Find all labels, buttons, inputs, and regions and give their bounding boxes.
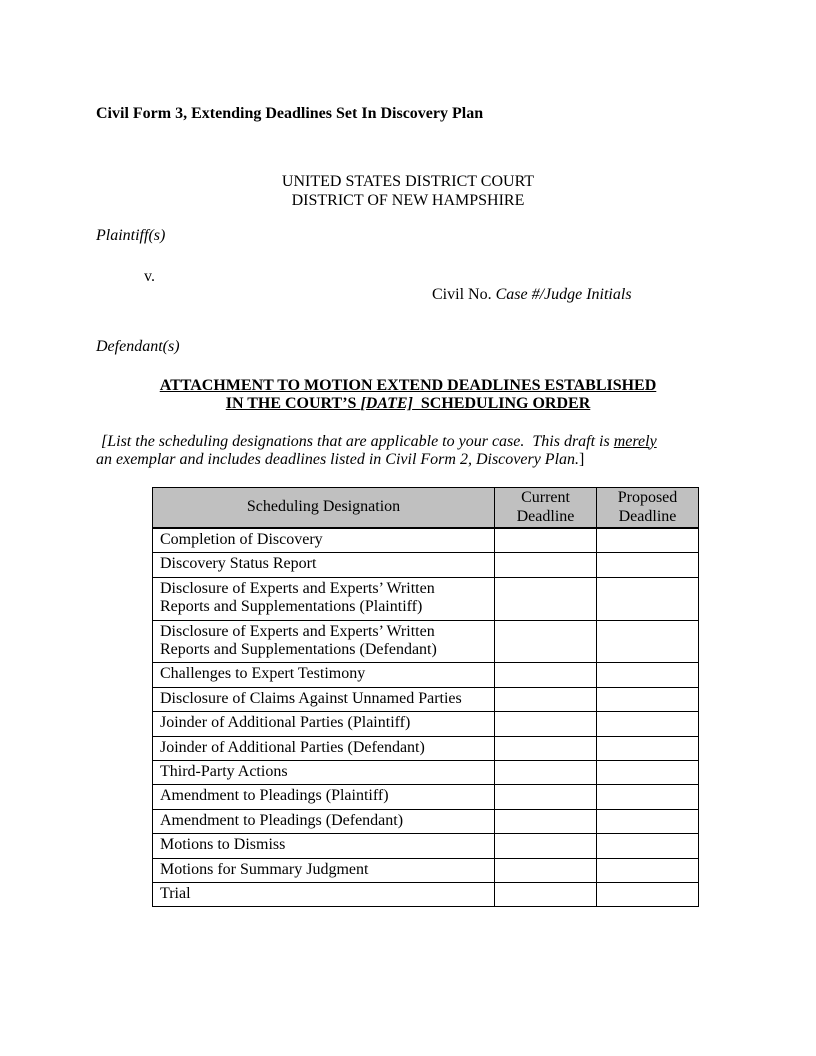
designation-cell: Amendment to Pleadings (Plaintiff) bbox=[153, 785, 495, 809]
instruction-underlined-word: merely bbox=[613, 432, 657, 450]
court-district: DISTRICT OF NEW HAMPSHIRE bbox=[291, 191, 525, 209]
current-deadline-cell bbox=[495, 620, 597, 663]
designation-cell: Third-Party Actions bbox=[153, 760, 495, 784]
attachment-title-line-2 bbox=[96, 395, 720, 413]
instruction-text-pre: [List the scheduling designations that are applicable to your case. This draft is bbox=[101, 432, 614, 450]
current-deadline-cell bbox=[495, 577, 597, 620]
proposed-deadline-cell bbox=[597, 858, 699, 882]
plaintiff-label: Plaintiff(s) bbox=[96, 227, 166, 245]
table-row bbox=[153, 553, 699, 577]
designation-cell: Motions for Summary Judgment bbox=[153, 858, 495, 882]
civil-no-label: Civil No. bbox=[432, 285, 496, 303]
proposed-deadline-cell bbox=[597, 834, 699, 858]
table-row bbox=[153, 809, 699, 833]
header-scheduling-designation: Scheduling Designation bbox=[153, 488, 495, 528]
proposed-deadline-cell bbox=[597, 736, 699, 760]
proposed-deadline-cell bbox=[597, 785, 699, 809]
attachment-title bbox=[96, 377, 720, 414]
designation-cell: Trial bbox=[153, 882, 495, 906]
instruction-note bbox=[96, 433, 664, 470]
designation-cell: Disclosure of Experts and Experts’ Written Reports and Supplementations (Defendant) bbox=[153, 620, 495, 663]
table-row bbox=[153, 760, 699, 784]
current-deadline-cell bbox=[495, 785, 597, 809]
designation-cell: Motions to Dismiss bbox=[153, 834, 495, 858]
designation-cell: Disclosure of Experts and Experts’ Written Reports and Supplementations (Plaintiff) bbox=[153, 577, 495, 620]
designation-cell: Disclosure of Claims Against Unnamed Parties bbox=[153, 687, 495, 711]
attachment-title-line2-suffix: SCHEDULING ORDER bbox=[412, 395, 591, 413]
table-row bbox=[153, 577, 699, 620]
table-row bbox=[153, 663, 699, 687]
current-deadline-cell bbox=[495, 882, 597, 906]
designation-cell: Joinder of Additional Parties (Plaintiff) bbox=[153, 712, 495, 736]
proposed-deadline-cell bbox=[597, 760, 699, 784]
header-proposed-deadline: Proposed Deadline bbox=[597, 488, 699, 528]
court-name: UNITED STATES DISTRICT COURT bbox=[281, 173, 535, 191]
scheduling-table bbox=[152, 487, 699, 907]
current-deadline-cell bbox=[495, 528, 597, 553]
date-placeholder: [DATE] bbox=[360, 395, 413, 413]
current-deadline-cell bbox=[495, 712, 597, 736]
designation-cell: Completion of Discovery bbox=[153, 528, 495, 553]
current-deadline-cell bbox=[495, 736, 597, 760]
proposed-deadline-cell bbox=[597, 553, 699, 577]
table-row bbox=[153, 834, 699, 858]
versus-label: v. bbox=[144, 267, 155, 285]
proposed-deadline-cell bbox=[597, 712, 699, 736]
proposed-deadline-cell bbox=[597, 882, 699, 906]
current-deadline-cell bbox=[495, 687, 597, 711]
current-deadline-cell bbox=[495, 834, 597, 858]
attachment-title-line2-text: IN THE COURT’S bbox=[225, 395, 361, 413]
table-row bbox=[153, 687, 699, 711]
defendant-label: Defendant(s) bbox=[96, 338, 180, 356]
current-deadline-cell bbox=[495, 809, 597, 833]
civil-no-placeholder: Case #/Judge Initials bbox=[495, 285, 632, 303]
proposed-deadline-cell bbox=[597, 528, 699, 553]
form-title: Civil Form 3, Extending Deadlines Set In Discovery Plan bbox=[96, 105, 484, 122]
table-row bbox=[153, 620, 699, 663]
table-row bbox=[153, 736, 699, 760]
court-header bbox=[96, 173, 720, 210]
proposed-deadline-cell bbox=[597, 663, 699, 687]
header-current-deadline: Current Deadline bbox=[495, 488, 597, 528]
designation-cell: Discovery Status Report bbox=[153, 553, 495, 577]
proposed-deadline-cell bbox=[597, 809, 699, 833]
instruction-closing-bracket: ] bbox=[579, 450, 585, 468]
table-row bbox=[153, 785, 699, 809]
proposed-deadline-cell bbox=[597, 577, 699, 620]
proposed-deadline-cell bbox=[597, 687, 699, 711]
designation-cell: Amendment to Pleadings (Defendant) bbox=[153, 809, 495, 833]
current-deadline-cell bbox=[495, 760, 597, 784]
current-deadline-cell bbox=[495, 858, 597, 882]
attachment-title-line-1 bbox=[96, 377, 720, 395]
table-header-row bbox=[153, 488, 699, 528]
instruction-text-post: an exemplar and includes deadlines listed in Civil Form 2, Discovery Plan. bbox=[96, 450, 580, 468]
table-row bbox=[153, 882, 699, 906]
civil-number-line bbox=[432, 286, 720, 304]
proposed-deadline-cell bbox=[597, 620, 699, 663]
table-row bbox=[153, 712, 699, 736]
table-row bbox=[153, 858, 699, 882]
designation-cell: Challenges to Expert Testimony bbox=[153, 663, 495, 687]
current-deadline-cell bbox=[495, 663, 597, 687]
designation-cell: Joinder of Additional Parties (Defendant) bbox=[153, 736, 495, 760]
attachment-title-line1-text: ATTACHMENT TO MOTION EXTEND DEADLINES ESTABLISHED bbox=[159, 376, 657, 394]
current-deadline-cell bbox=[495, 553, 597, 577]
table-row bbox=[153, 528, 699, 553]
